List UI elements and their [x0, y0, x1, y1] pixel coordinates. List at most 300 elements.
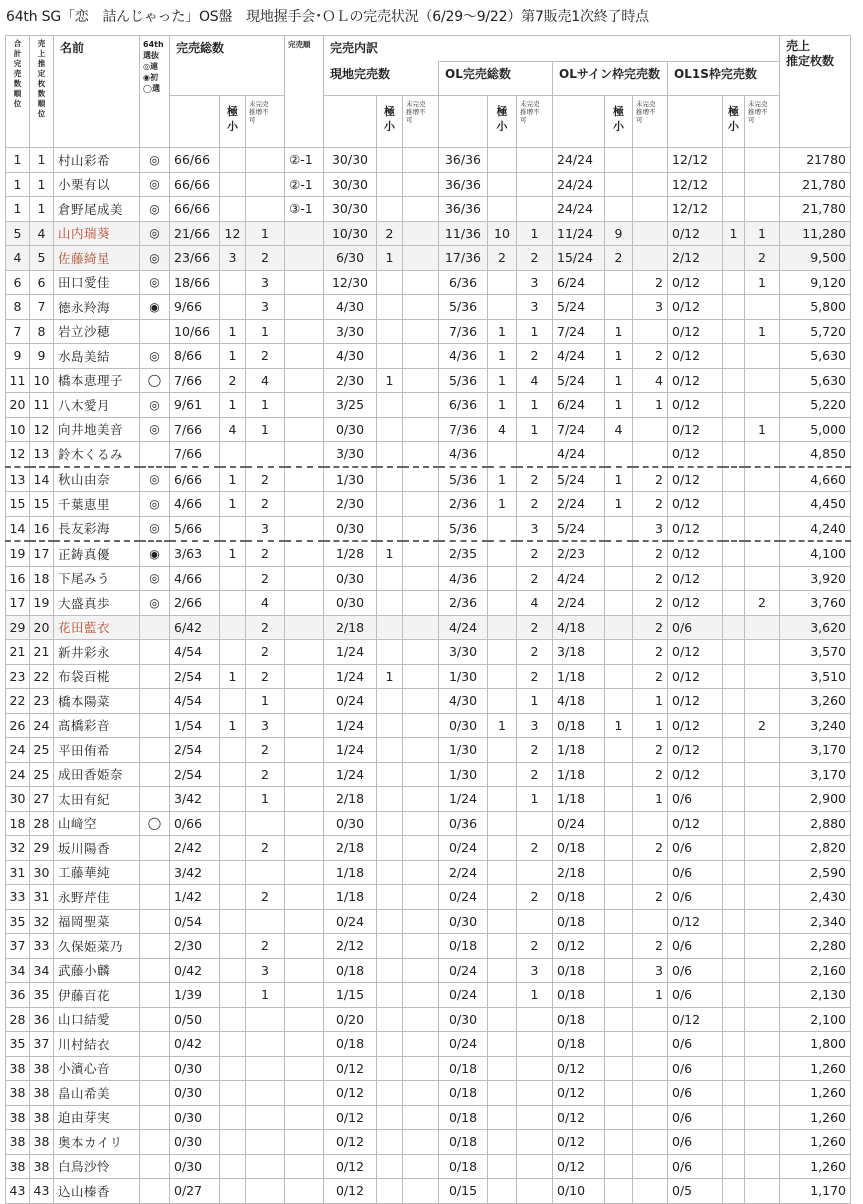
total-sold-cell: 0/30	[170, 1154, 220, 1179]
genchi-kyoku-cell	[377, 467, 403, 492]
sales-rank-cell: 17	[30, 541, 54, 566]
member-name-cell: 福岡聖菜	[54, 909, 140, 934]
ol-1s-sold-cell: 0/12	[668, 516, 723, 541]
ol-1s-sold-cell: 0/12	[668, 566, 723, 591]
ol-1s-kyoku-cell	[723, 172, 745, 197]
ol-sign-unsold-cell	[633, 319, 668, 344]
ol-1s-kyoku-cell	[723, 836, 745, 861]
ol-1s-kyoku-cell	[723, 615, 745, 640]
ol-total-unsold-cell: 1	[517, 221, 553, 246]
table-row	[6, 1130, 851, 1155]
sales-rank-cell: 23	[30, 689, 54, 714]
ol-total-kyoku-cell	[488, 1032, 517, 1057]
table-row	[6, 319, 851, 344]
genchi-kyoku-cell	[377, 689, 403, 714]
sales-estimate-cell: 3,920	[780, 566, 851, 591]
sub-header-kyoku	[605, 96, 633, 148]
ol-total-sold-cell: 2/35	[439, 541, 488, 566]
ol-1s-unsold-cell	[745, 566, 780, 591]
selection-mark-cell: ◉	[140, 295, 170, 320]
ol-1s-kyoku-cell	[723, 1056, 745, 1081]
ol-sign-sold-cell: 4/24	[553, 344, 605, 369]
sales-estimate-cell: 5,720	[780, 319, 851, 344]
sold-order-cell	[285, 640, 324, 665]
member-name-cell: 坂川陽香	[54, 836, 140, 861]
sales-rank-cell: 25	[30, 738, 54, 763]
ol-total-sold-cell: 36/36	[439, 197, 488, 222]
genchi-unsold-cell	[403, 811, 439, 836]
total-rank-cell: 43	[6, 1179, 30, 1204]
ol-1s-unsold-cell	[745, 787, 780, 812]
sales-rank-cell: 16	[30, 516, 54, 541]
ol-sign-unsold-cell	[633, 172, 668, 197]
sub-header-unsold-line: 推増不	[520, 108, 540, 116]
genchi-kyoku-cell: 1	[377, 368, 403, 393]
ol-total-kyoku-cell	[488, 148, 517, 173]
ol-sign-unsold-cell	[633, 1154, 668, 1179]
sales-rank-cell: 38	[30, 1105, 54, 1130]
ol-sign-kyoku-cell	[605, 664, 633, 689]
header-order: 完売順	[285, 36, 324, 148]
total-sold-cell: 3/42	[170, 787, 220, 812]
ol-sign-unsold-cell: 2	[633, 270, 668, 295]
total-unsold-cell	[246, 442, 285, 467]
ol-sign-sold-cell: 0/18	[553, 909, 605, 934]
ol-sign-unsold-cell	[633, 1032, 668, 1057]
selection-mark-cell	[140, 713, 170, 738]
sales-estimate-cell: 2,130	[780, 983, 851, 1008]
ol-total-kyoku-cell	[488, 541, 517, 566]
member-name-cell: 長友彩海	[54, 516, 140, 541]
header-rank-total-char: 合	[13, 39, 22, 48]
genchi-sold-cell: 1/15	[324, 983, 377, 1008]
sold-order-cell	[285, 566, 324, 591]
genchi-kyoku-cell	[377, 811, 403, 836]
ol-sign-unsold-cell: 2	[633, 541, 668, 566]
ol-total-kyoku-cell: 1	[488, 713, 517, 738]
ol-total-sold-cell: 4/36	[439, 344, 488, 369]
total-unsold-cell	[246, 1032, 285, 1057]
genchi-unsold-cell	[403, 762, 439, 787]
total-sold-cell: 21/66	[170, 221, 220, 246]
header-selection-line: ◯選	[143, 84, 160, 93]
ol-total-unsold-cell	[517, 148, 553, 173]
sales-rank-cell: 14	[30, 467, 54, 492]
genchi-kyoku-cell: 1	[377, 541, 403, 566]
selection-mark-cell: ◯	[140, 811, 170, 836]
ol-1s-kyoku-cell	[723, 811, 745, 836]
ol-sign-sold-cell: 15/24	[553, 246, 605, 271]
total-unsold-cell	[246, 172, 285, 197]
total-unsold-cell	[246, 1007, 285, 1032]
ol-1s-kyoku-cell	[723, 885, 745, 910]
sold-order-cell	[285, 885, 324, 910]
ol-total-unsold-cell: 3	[517, 270, 553, 295]
sub-header-unsold-line: 推増不	[406, 108, 426, 116]
genchi-unsold-cell	[403, 516, 439, 541]
sub-header-unsold-line: 推増不	[636, 108, 656, 116]
total-rank-cell: 35	[6, 909, 30, 934]
ol-1s-kyoku-cell	[723, 909, 745, 934]
total-kyoku-cell	[220, 689, 246, 714]
sales-estimate-cell: 2,430	[780, 885, 851, 910]
genchi-kyoku-cell	[377, 172, 403, 197]
genchi-sold-cell: 0/12	[324, 1105, 377, 1130]
sales-rank-cell: 27	[30, 787, 54, 812]
ol-1s-unsold-cell	[745, 909, 780, 934]
member-name-cell: 鈴木くるみ	[54, 442, 140, 467]
ol-sign-kyoku-cell	[605, 541, 633, 566]
genchi-sold-cell: 4/30	[324, 295, 377, 320]
total-sold-cell: 7/66	[170, 417, 220, 442]
ol-sign-sold-cell: 1/18	[553, 738, 605, 763]
header-sales-line2: 推定枚数	[786, 54, 835, 68]
total-kyoku-cell	[220, 270, 246, 295]
sub-header-unsold-line: 推増不	[748, 108, 768, 116]
table-row	[6, 713, 851, 738]
ol-sign-kyoku-cell	[605, 591, 633, 616]
table-row	[6, 1056, 851, 1081]
ol-1s-kyoku-cell	[723, 1007, 745, 1032]
ol-sign-sold-cell: 5/24	[553, 368, 605, 393]
genchi-unsold-cell	[403, 860, 439, 885]
sold-order-cell	[285, 417, 324, 442]
ol-1s-kyoku-cell	[723, 393, 745, 418]
sales-estimate-cell: 4,850	[780, 442, 851, 467]
genchi-unsold-cell	[403, 344, 439, 369]
genchi-unsold-cell	[403, 221, 439, 246]
genchi-sold-cell: 0/18	[324, 1032, 377, 1057]
table-row	[6, 811, 851, 836]
ol-1s-sold-cell: 0/6	[668, 615, 723, 640]
sales-rank-cell: 19	[30, 591, 54, 616]
genchi-unsold-cell	[403, 172, 439, 197]
genchi-unsold-cell	[403, 541, 439, 566]
ol-total-kyoku-cell	[488, 615, 517, 640]
ol-total-sold-cell: 0/24	[439, 958, 488, 983]
sold-order-cell	[285, 591, 324, 616]
sales-rank-cell: 21	[30, 640, 54, 665]
total-rank-cell: 1	[6, 172, 30, 197]
ol-total-sold-cell: 5/36	[439, 368, 488, 393]
ol-sign-kyoku-cell: 1	[605, 368, 633, 393]
ol-sign-unsold-cell: 3	[633, 958, 668, 983]
total-kyoku-cell: 1	[220, 319, 246, 344]
sold-order-cell	[285, 344, 324, 369]
total-unsold-cell: 2	[246, 664, 285, 689]
genchi-kyoku-cell	[377, 640, 403, 665]
selection-mark-cell	[140, 958, 170, 983]
sales-estimate-cell: 1,260	[780, 1081, 851, 1106]
sales-estimate-cell: 2,820	[780, 836, 851, 861]
selection-mark-cell: ◎	[140, 172, 170, 197]
sales-rank-cell: 28	[30, 811, 54, 836]
total-unsold-cell: 2	[246, 492, 285, 517]
ol-total-sold-cell: 1/30	[439, 738, 488, 763]
ol-sign-kyoku-cell: 1	[605, 492, 633, 517]
ol-1s-sold-cell: 0/12	[668, 393, 723, 418]
table-row	[6, 983, 851, 1008]
ol-total-unsold-cell	[517, 1081, 553, 1106]
ol-1s-sold-cell: 0/12	[668, 1007, 723, 1032]
ol-total-unsold-cell: 2	[517, 344, 553, 369]
sub-header-unsold-line: 未完売	[249, 100, 269, 108]
total-sold-cell: 66/66	[170, 197, 220, 222]
header-sales	[780, 36, 851, 148]
ol-total-unsold-cell: 4	[517, 591, 553, 616]
sales-rank-cell: 31	[30, 885, 54, 910]
total-rank-cell: 16	[6, 566, 30, 591]
ol-total-unsold-cell: 2	[517, 566, 553, 591]
total-sold-cell: 6/42	[170, 615, 220, 640]
genchi-kyoku-cell	[377, 738, 403, 763]
header-rank-total-char: 計	[13, 49, 22, 58]
sold-order-cell	[285, 221, 324, 246]
member-name-cell: 橋本陽菜	[54, 689, 140, 714]
ol-1s-kyoku-cell	[723, 270, 745, 295]
header-rank-total-char: 順	[13, 89, 22, 98]
ol-total-unsold-cell: 2	[517, 246, 553, 271]
sales-estimate-cell: 2,880	[780, 811, 851, 836]
sales-estimate-cell: 2,590	[780, 860, 851, 885]
genchi-unsold-cell	[403, 591, 439, 616]
ol-sign-kyoku-cell	[605, 197, 633, 222]
total-unsold-cell	[246, 1154, 285, 1179]
genchi-sold-cell: 30/30	[324, 197, 377, 222]
ol-total-unsold-cell	[517, 909, 553, 934]
ol-1s-kyoku-cell	[723, 934, 745, 959]
ol-sign-sold-cell: 2/23	[553, 541, 605, 566]
ol-total-kyoku-cell	[488, 909, 517, 934]
ol-1s-kyoku-cell	[723, 319, 745, 344]
sold-order-cell	[285, 909, 324, 934]
member-name-cell: 平田侑希	[54, 738, 140, 763]
total-unsold-cell: 4	[246, 591, 285, 616]
ol-1s-unsold-cell	[745, 541, 780, 566]
total-rank-cell: 7	[6, 319, 30, 344]
ol-sign-sold-cell: 0/12	[553, 1130, 605, 1155]
member-name-cell: 武藤小麟	[54, 958, 140, 983]
ol-total-unsold-cell: 2	[517, 615, 553, 640]
total-unsold-cell: 3	[246, 516, 285, 541]
sales-rank-cell: 1	[30, 197, 54, 222]
sold-order-cell	[285, 713, 324, 738]
total-kyoku-cell	[220, 1105, 246, 1130]
ol-1s-unsold-cell	[745, 295, 780, 320]
member-name-cell: 成田香姫奈	[54, 762, 140, 787]
total-rank-cell: 34	[6, 958, 30, 983]
member-name-cell: 佐藤綺星	[54, 246, 140, 271]
ol-1s-kyoku-cell	[723, 442, 745, 467]
sales-rank-cell: 43	[30, 1179, 54, 1204]
ol-1s-kyoku-cell: 1	[723, 221, 745, 246]
genchi-kyoku-cell	[377, 1056, 403, 1081]
ol-1s-sold-cell: 0/12	[668, 221, 723, 246]
genchi-unsold-cell	[403, 983, 439, 1008]
total-sold-cell: 18/66	[170, 270, 220, 295]
total-rank-cell: 38	[6, 1105, 30, 1130]
total-sold-cell: 7/66	[170, 368, 220, 393]
ol-1s-unsold-cell	[745, 442, 780, 467]
table-row	[6, 1154, 851, 1179]
ol-sign-sold-cell: 2/24	[553, 591, 605, 616]
genchi-sold-cell: 0/30	[324, 417, 377, 442]
ol-total-sold-cell: 5/36	[439, 467, 488, 492]
ol-total-kyoku-cell	[488, 1056, 517, 1081]
ol-1s-unsold-cell	[745, 148, 780, 173]
genchi-sold-cell: 0/30	[324, 591, 377, 616]
total-rank-cell: 29	[6, 615, 30, 640]
member-name-cell: 倉野尾成美	[54, 197, 140, 222]
genchi-unsold-cell	[403, 1130, 439, 1155]
ol-total-unsold-cell: 1	[517, 983, 553, 1008]
ol-total-unsold-cell: 1	[517, 787, 553, 812]
sales-estimate-cell: 1,260	[780, 1154, 851, 1179]
ol-1s-unsold-cell	[745, 640, 780, 665]
ol-total-kyoku-cell	[488, 983, 517, 1008]
total-sold-cell: 0/30	[170, 1130, 220, 1155]
ol-1s-unsold-cell	[745, 1130, 780, 1155]
sold-order-cell	[285, 442, 324, 467]
ol-total-unsold-cell	[517, 1154, 553, 1179]
genchi-sold-cell: 2/18	[324, 787, 377, 812]
ol-1s-kyoku-cell	[723, 860, 745, 885]
ol-1s-kyoku-cell	[723, 566, 745, 591]
header-total-sold: 完売総数	[170, 36, 285, 96]
sub-header-unsold	[403, 96, 439, 148]
sub-header-kyoku-char: 極	[728, 105, 739, 118]
member-name-cell: 村山彩希	[54, 148, 140, 173]
total-unsold-cell	[246, 1105, 285, 1130]
genchi-kyoku-cell	[377, 615, 403, 640]
ol-1s-kyoku-cell	[723, 1130, 745, 1155]
genchi-sold-cell: 30/30	[324, 172, 377, 197]
genchi-unsold-cell	[403, 492, 439, 517]
sales-estimate-cell: 5,630	[780, 368, 851, 393]
sub-header-kyoku	[723, 96, 745, 148]
total-kyoku-cell	[220, 640, 246, 665]
header-rank-total-char: 完	[13, 59, 22, 68]
selection-mark-cell	[140, 1154, 170, 1179]
ol-sign-kyoku-cell	[605, 566, 633, 591]
sub-header-unsold-line: 推増不	[249, 108, 269, 116]
genchi-unsold-cell	[403, 417, 439, 442]
ol-total-sold-cell: 0/24	[439, 983, 488, 1008]
total-kyoku-cell: 1	[220, 492, 246, 517]
ol-total-unsold-cell	[517, 1130, 553, 1155]
genchi-unsold-cell	[403, 1105, 439, 1130]
ol-total-unsold-cell	[517, 1179, 553, 1204]
genchi-unsold-cell	[403, 442, 439, 467]
sub-header-kyoku	[377, 96, 403, 148]
ol-sign-unsold-cell	[633, 1007, 668, 1032]
ol-1s-sold-cell: 0/12	[668, 442, 723, 467]
sales-estimate-cell: 2,900	[780, 787, 851, 812]
ol-total-sold-cell: 4/36	[439, 566, 488, 591]
ol-1s-sold-cell: 0/12	[668, 492, 723, 517]
table-row	[6, 393, 851, 418]
genchi-sold-cell: 0/12	[324, 1130, 377, 1155]
total-sold-cell: 0/42	[170, 958, 220, 983]
ol-sign-sold-cell: 1/18	[553, 664, 605, 689]
ol-1s-kyoku-cell	[723, 148, 745, 173]
total-unsold-cell	[246, 811, 285, 836]
ol-sign-kyoku-cell	[605, 615, 633, 640]
ol-1s-unsold-cell	[745, 172, 780, 197]
ol-total-sold-cell: 0/24	[439, 1032, 488, 1057]
sales-estimate-cell: 4,450	[780, 492, 851, 517]
total-sold-cell: 2/30	[170, 934, 220, 959]
ol-total-kyoku-cell: 1	[488, 344, 517, 369]
member-name-cell: 畠山希美	[54, 1081, 140, 1106]
ol-1s-sold-cell: 0/6	[668, 1081, 723, 1106]
genchi-sold-cell: 0/30	[324, 811, 377, 836]
member-name-cell: 山口結愛	[54, 1007, 140, 1032]
sales-estimate-cell: 1,260	[780, 1130, 851, 1155]
total-sold-cell: 2/54	[170, 738, 220, 763]
sold-order-cell	[285, 689, 324, 714]
sales-rank-cell: 30	[30, 860, 54, 885]
total-sold-cell: 10/66	[170, 319, 220, 344]
sold-order-cell	[285, 1179, 324, 1204]
ol-total-kyoku-cell	[488, 640, 517, 665]
ol-1s-kyoku-cell	[723, 368, 745, 393]
ol-1s-sold-cell: 0/6	[668, 934, 723, 959]
selection-mark-cell	[140, 762, 170, 787]
ol-total-unsold-cell	[517, 197, 553, 222]
ol-sign-kyoku-cell: 1	[605, 344, 633, 369]
selection-mark-cell: ◎	[140, 492, 170, 517]
sold-order-cell	[285, 246, 324, 271]
genchi-sold-cell: 6/30	[324, 246, 377, 271]
sub-header-unsold	[246, 96, 285, 148]
genchi-sold-cell: 1/18	[324, 885, 377, 910]
ol-1s-unsold-cell: 2	[745, 713, 780, 738]
member-name-cell: 下尾みう	[54, 566, 140, 591]
total-sold-cell: 4/66	[170, 492, 220, 517]
genchi-unsold-cell	[403, 368, 439, 393]
sales-rank-cell: 11	[30, 393, 54, 418]
ol-sign-unsold-cell: 1	[633, 689, 668, 714]
ol-sign-sold-cell: 0/12	[553, 934, 605, 959]
table-row	[6, 467, 851, 492]
ol-total-unsold-cell: 2	[517, 885, 553, 910]
genchi-sold-cell: 2/30	[324, 368, 377, 393]
total-unsold-cell	[246, 1081, 285, 1106]
ol-sign-unsold-cell	[633, 148, 668, 173]
genchi-kyoku-cell	[377, 148, 403, 173]
table-row	[6, 1007, 851, 1032]
ol-sign-kyoku-cell	[605, 270, 633, 295]
genchi-sold-cell: 2/30	[324, 492, 377, 517]
sales-rank-cell: 6	[30, 270, 54, 295]
sub-header-blank	[324, 96, 377, 148]
selection-mark-cell: ◯	[140, 368, 170, 393]
ol-sign-kyoku-cell	[605, 295, 633, 320]
ol-sign-unsold-cell	[633, 1056, 668, 1081]
sub-header-blank	[668, 96, 723, 148]
ol-1s-sold-cell: 0/12	[668, 467, 723, 492]
sold-order-cell	[285, 615, 324, 640]
total-kyoku-cell	[220, 295, 246, 320]
genchi-unsold-cell	[403, 713, 439, 738]
table-row	[6, 615, 851, 640]
ol-1s-kyoku-cell	[723, 467, 745, 492]
ol-1s-kyoku-cell	[723, 958, 745, 983]
sold-order-cell	[285, 319, 324, 344]
ol-total-kyoku-cell	[488, 787, 517, 812]
genchi-sold-cell: 0/20	[324, 1007, 377, 1032]
